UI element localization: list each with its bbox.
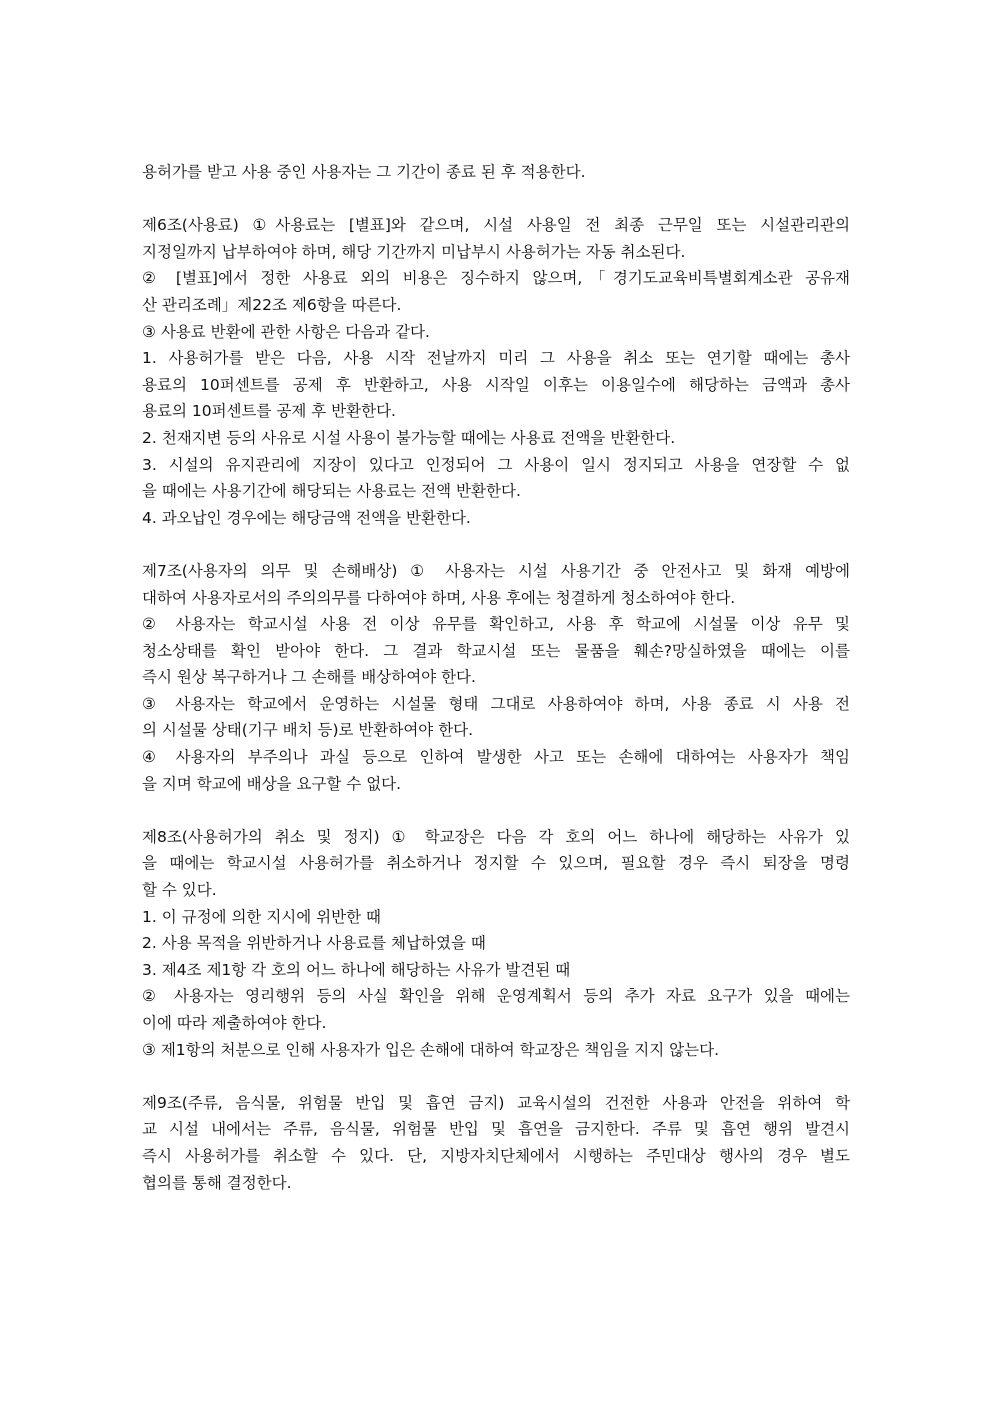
article-section — [142, 212, 850, 531]
document-body — [142, 159, 850, 1223]
article-section — [142, 824, 850, 1063]
text-line: 용료의 10퍼센트를 공제 후 반환하고, 사용 시작일 이후는 이용일수에 해당하는 금액과 총사 — [142, 375, 850, 394]
text-line: 즉시 사용허가를 취소할 수 있다. 단, 지방자치단체에서 시행하는 주민대상 행사의 경우 별도 — [142, 1146, 850, 1165]
paragraph — [142, 983, 850, 1036]
text-line: 산 관리조례」제22조 제6항을 따른다. — [142, 295, 402, 314]
paragraph — [142, 159, 850, 186]
paragraph — [142, 452, 850, 505]
article-section — [142, 1090, 850, 1196]
text-line: ④ 사용자의 부주의나 과실 등으로 인하여 발생한 사고 또는 손해에 대하여는 사용자가 책임 — [142, 748, 850, 767]
text-line: 협의를 통해 결정한다. — [142, 1173, 292, 1192]
article-section — [142, 558, 850, 797]
paragraph — [142, 345, 850, 425]
text-line: 청소상태를 확인 받아야 한다. 그 결과 학교시설 또는 물품을 훼손?망실하였을 때에는 이를 — [142, 641, 850, 660]
paragraph — [142, 1090, 850, 1196]
paragraph — [142, 824, 850, 904]
text-line: 제9조(주류, 음식물, 위험물 반입 및 흡연 금지) 교육시설의 건전한 사용과 안전을 위하여 학 — [142, 1093, 850, 1112]
text-line: 용허가를 받고 사용 중인 사용자는 그 기간이 종료 된 후 적용한다. — [142, 163, 586, 181]
paragraph — [142, 265, 850, 318]
text-line: 지정일까지 납부하여야 하며, 해당 기간까지 미납부시 사용허가는 자동 취소된다. — [142, 242, 686, 261]
text-line: 을 때에는 사용기간에 해당되는 사용료는 전액 반환한다. — [142, 482, 521, 501]
text-line: 할 수 있다. — [142, 881, 217, 900]
text-line: 교 시설 내에서는 주류, 음식물, 위험물 반입 및 흡연을 금지한다. 주류 및 흡연 행위 발견시 — [142, 1120, 850, 1139]
text-line: 3. 시설의 유지관리에 지장이 있다고 인정되어 그 사용이 일시 정지되고 사용을 연장할 수 없 — [142, 455, 850, 474]
paragraph — [142, 212, 850, 265]
text-line: 즉시 원상 복구하거나 그 손해를 배상하여야 한다. — [142, 668, 476, 687]
text-line: 이에 따라 제출하여야 한다. — [142, 1014, 327, 1032]
text-line: ② 사용자는 학교시설 사용 전 이상 유무를 확인하고, 사용 후 학교에 시설물 이상 유무 및 — [142, 615, 850, 634]
text-line: 용료의 10퍼센트를 공제 후 반환한다. — [142, 402, 396, 421]
text-line: 대하여 사용자로서의 주의의무를 다하여야 하며, 사용 후에는 청결하게 청소하여야 한다. — [142, 588, 736, 607]
text-line: 제7조(사용자의 의무 및 손해배상) ① 사용자는 시설 사용기간 중 안전사고 및 화재 예방에 — [142, 561, 850, 580]
text-line: 제8조(사용허가의 취소 및 정지) ① 학교장은 다음 각 호의 어느 하나에 해당하는 사유가 있 — [142, 827, 850, 846]
text-line: 제6조(사용료) ①사용료는 [별표]와 같으며, 시설 사용일 전 최종 근무일 또는 시설관리관의 — [142, 216, 850, 235]
text-line: ③ 사용료 반환에 관한 사항은 다음과 같다. — [142, 322, 430, 341]
paragraph — [142, 505, 850, 532]
paragraph — [142, 904, 850, 931]
text-line: 4. 과오납인 경우에는 해당금액 전액을 반환한다. — [142, 508, 471, 527]
text-line: ② 사용자는 영리행위 등의 사실 확인을 위해 운영계획서 등의 추가 자료 요구가 있을 때에는 — [142, 987, 850, 1006]
paragraph — [142, 930, 850, 957]
paragraph — [142, 558, 850, 611]
paragraph — [142, 1037, 850, 1064]
paragraph — [142, 611, 850, 691]
paragraph — [142, 425, 850, 452]
text-line: 을 때에는 학교시설 사용허가를 취소하거나 정지할 수 있으며, 필요할 경우 즉시 퇴장을 명령 — [142, 854, 850, 873]
text-line: 2. 천재지변 등의 사유로 시설 사용이 불가능할 때에는 사용료 전액을 반환한다. — [142, 428, 676, 447]
text-line: 의 시설물 상태(기구 배치 등)로 반환하여야 한다. — [142, 721, 474, 740]
paragraph — [142, 319, 850, 346]
article-section — [142, 159, 850, 186]
paragraph — [142, 691, 850, 744]
text-line: ② [별표]에서 정한 사용료 외의 비용은 징수하지 않으며,「경기도교육비특별회계소관 공유재 — [142, 269, 850, 288]
text-line: 을 지며 학교에 배상을 요구할 수 없다. — [142, 774, 402, 793]
text-line: 3. 제4조 제1항 각 호의 어느 하나에 해당하는 사유가 발견된 때 — [142, 960, 571, 979]
paragraph — [142, 957, 850, 984]
paragraph — [142, 744, 850, 797]
text-line: ③ 제1항의 처분으로 인해 사용자가 입은 손해에 대하여 학교장은 책임을 지지 않는다. — [142, 1040, 719, 1059]
text-line: 2. 사용 목적을 위반하거나 사용료를 체납하였을 때 — [142, 934, 486, 953]
text-line: 1. 이 규정에 의한 지시에 위반한 때 — [142, 907, 382, 926]
text-line: 1. 사용허가를 받은 다음, 사용 시작 전날까지 미리 그 사용을 취소 또는 연기할 때에는 총사 — [142, 349, 850, 368]
text-line: ③ 사용자는 학교에서 운영하는 시설물 형태 그대로 사용하여야 하며, 사용 종료 시 사용 전 — [142, 694, 850, 713]
